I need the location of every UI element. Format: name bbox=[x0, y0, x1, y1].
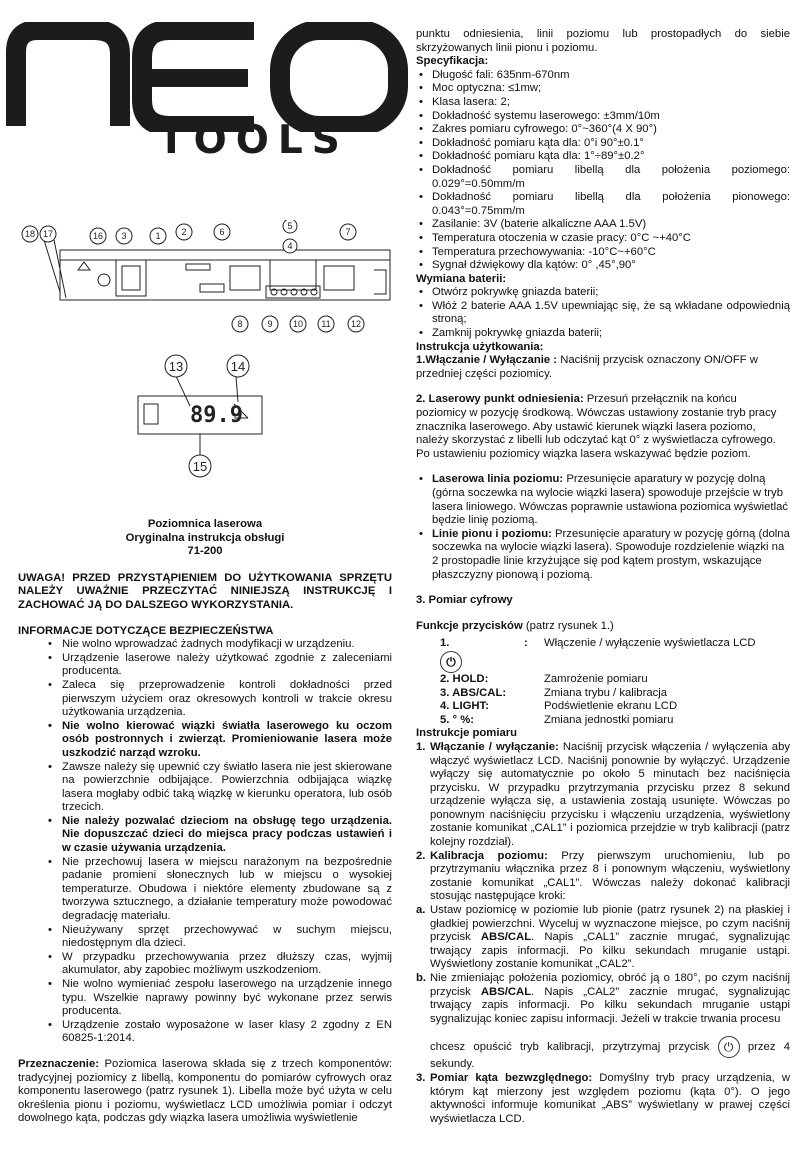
list-item: • Zasilanie: 3V (baterie alkaliczne AAA 1.5V) bbox=[416, 218, 790, 232]
button-functions-table bbox=[416, 637, 790, 727]
list-item: • Nie należy pozwalać dzieciom na obsługę tego urządzenia. Nie dopuszczać dzieci do miejsca pracy podczas ustawień i w czasie używania urządzenia. bbox=[18, 815, 392, 856]
power-icon: ⏻ bbox=[718, 1036, 740, 1058]
callout-17 bbox=[40, 226, 56, 242]
tools-logo-text: TOOLS bbox=[158, 118, 349, 163]
list-item: • Zaleca się przeprowadzenie kontroli dokładności przed pierwszym użyciem oraz okresowych kontroli w trakcie okresu użytkowania urządzenia. bbox=[18, 679, 392, 720]
svg-text:7: 7 bbox=[345, 227, 351, 237]
callout-12 bbox=[348, 316, 364, 332]
list-item: • Dokładność pomiaru libellą dla położenia poziomego: 0.029°=0.50mm/m bbox=[416, 164, 790, 191]
svg-text:14: 14 bbox=[230, 359, 246, 374]
list-item: • Sygnał dźwiękowy dla kątów: 0° ,45°,90° bbox=[416, 259, 790, 273]
figure-1-level-diagram bbox=[18, 220, 398, 335]
table-row: 5. ° %: Zmiana jednostki pomiaru bbox=[440, 713, 674, 726]
callout-11 bbox=[318, 316, 334, 332]
table-row: 1. ⏻ : Włączenie / wyłączenie wyświetlacza LCD bbox=[440, 637, 790, 673]
purpose-paragraph: Przeznaczenie: Poziomica laserowa składa się z trzech komponentów: tradycyjnej poziomicy z libellą, komponentu do pomiarów cyfrowych oraz komponentu laserowego (patrz rysunek 1). Libella może być użyta w celu określenia pionu i poziomu, wyświetlacz LCD umożliwia pomiar i odczyt dowolnego kąta, podczas gdy wiązka lasera umożliwia wyświetlenie bbox=[18, 1057, 392, 1125]
svg-text:NEO: NEO bbox=[2, 22, 5, 23]
right-column bbox=[416, 28, 790, 1126]
list-item: • Linie pionu i poziomu: Przesunięcie aparatury w pozycję górną (dolna soczewka na wylocie wiązki lasera). Spowoduje rozdzielenie wiązki na 2 prostopadłe linie krzyżujące się pod kątem prostym, wskazujące płaszczyzny pionową i poziomą. bbox=[416, 528, 790, 582]
callout-14 bbox=[227, 355, 249, 377]
list-item: • Zakres pomiaru cyfrowego: 0°~360°(4 X 90°) bbox=[416, 123, 790, 137]
measure-list bbox=[416, 741, 790, 1126]
svg-text:18: 18 bbox=[24, 229, 36, 239]
list-item: • Nie wolno kierować wiązki światła laserowego ku oczom osób postronnych i zwierząt. Promieniowanie lasera może uszkodzić narząd wzroku. bbox=[18, 720, 392, 761]
list-item: • Laserowa linia poziomu: Przesunięcie aparatury w pozycję dolną (górna soczewka na wylocie wiązki lasera) spowoduje przejście w tryb lasera liniowego. Wówczas poprawnie ustawiona poziomica wyświetlać będzie linię poziomą. bbox=[416, 473, 790, 527]
list-item: • Zamknij pokrywkę gniazda baterii; bbox=[416, 327, 790, 341]
list-item: • Zawsze należy się upewnić czy światło lasera nie jest skierowane na powierzchnie odbijające. Powierzchnia odbijająca wiązkę lasera mogłaby odbić taką wiązkę w kierunku operatora, lub osób trzecich. bbox=[18, 761, 392, 815]
list-item: 3. Pomiar kąta bezwzględnego: Domyślny tryb pracy urządzenia, w którym kąt mierzony jest względem poziomu (kąta 0°). O jego aktywności informuje komunikat „ABS” wyświetlany w prawej części wyświetlacza LCD. bbox=[416, 1071, 790, 1125]
svg-text:9: 9 bbox=[267, 319, 273, 329]
laser-paragraph: 2. Laserowy punkt odniesienia: Przesuń przełącznik na końcu poziomicy w pozycję środkową. Wówczas ustawiony zostanie tryb pracy znacznika laserowego. Aby ustawić kierunek wiązki lasera poziomo, należy skorzystać z libelli lub odczytać kąt 0° z wyświetlacza cyfrowego. Po ustawieniu poziomicy wiązka lasera wskazywać będzie poziom. bbox=[416, 393, 777, 460]
callout-5 bbox=[283, 220, 297, 233]
svg-text:13: 13 bbox=[168, 359, 184, 374]
list-item: • Moc optyczna: ≤1mw; bbox=[416, 82, 790, 96]
table-row: 3. ABS/CAL: Zmiana trybu / kalibracja bbox=[440, 686, 668, 699]
svg-text:10: 10 bbox=[292, 319, 304, 329]
list-item: • Dokładność pomiaru kąta dla: 0°i 90°±0.1° bbox=[416, 137, 790, 151]
svg-text:15: 15 bbox=[192, 459, 208, 474]
list-item: • Dokładność pomiaru libellą dla położenia pionowego: 0.043°=0.75mm/m bbox=[416, 191, 790, 218]
callout-7 bbox=[340, 224, 356, 240]
callout-4 bbox=[283, 239, 297, 253]
callout-10 bbox=[290, 316, 306, 332]
svg-text:12: 12 bbox=[350, 319, 362, 329]
svg-text:3: 3 bbox=[121, 231, 127, 241]
list-item: • Klasa lasera: 2; bbox=[416, 96, 790, 110]
list-item: • Nie wolno wprowadzać żadnych modyfikacji w urządzeniu. bbox=[18, 638, 392, 652]
svg-text:17: 17 bbox=[42, 229, 54, 239]
list-item: 2. Kalibracja poziomu: Przy pierwszym uruchomieniu, lub po przytrzymaniu włącznika przez 8 i ponownym włączeniu, wyświetlony zostanie komunikat „CAL1”. Wówczas należy dokonać kalibracji stosując następujące kroki: bbox=[416, 849, 790, 903]
svg-text:6: 6 bbox=[219, 227, 225, 237]
neo-logo bbox=[2, 22, 408, 132]
figure-2-lcd-diagram bbox=[130, 352, 270, 480]
callout-3 bbox=[116, 228, 132, 244]
spec-list bbox=[416, 69, 790, 273]
table-row: 4. LIGHT: Podświetlenie ekranu LCD bbox=[440, 700, 678, 713]
safety-heading: INFORMACJE DOTYCZĄCE BEZPIECZEŃSTWA bbox=[18, 624, 274, 637]
list-item: • Urządzenie zostało wyposażone w laser klasy 2 zgodny z EN 60825-1:2014. bbox=[18, 1019, 392, 1046]
buttons-heading: Funkcje przycisków (patrz rysunek 1.) bbox=[416, 619, 614, 632]
list-item: • Urządzenie laserowe należy użytkować zgodnie z zaleceniami producenta. bbox=[18, 652, 392, 679]
svg-text:2: 2 bbox=[181, 227, 187, 237]
svg-text:16: 16 bbox=[92, 231, 104, 241]
usage-heading: Instrukcja użytkowania: bbox=[416, 340, 544, 353]
svg-text:5: 5 bbox=[287, 221, 293, 231]
callout-15 bbox=[189, 455, 211, 477]
list-item: • Długość fali: 635nm-670nm bbox=[416, 69, 790, 83]
list-item: • W przypadku przechowywania przez dłuższy czas, wyjmij akumulator, aby zapobiec możliwym uszkodzeniom. bbox=[18, 951, 392, 978]
measure-heading: Instrukcje pomiaru bbox=[416, 727, 518, 740]
lcd-reading: 89.9 bbox=[190, 403, 243, 428]
list-item: 1. Włączanie / wyłączanie: Naciśnij przycisk włączenia / wyłączenia aby włączyć wyświetlacz LCD. Naciśnij ponownie by wyłączyć. Urządzenie wyłączy się automatycznie po około 5 minutach bez naciśnięcia przycisku. W przypadku przytrzymania przycisku przez 8 sekund urządzenie wyłącza się, a ustawienia zostają usunięte. Wówczas po ponownym naciśnięciu przycisku i włączeniu urządzenia, wyświetlony zostanie komunikat „CAL1” i poziomica przejdzie w tryb kalibracji (patrz kolejny rozdział). bbox=[416, 740, 790, 849]
doc-subtitle: Oryginalna instrukcja obsługi bbox=[125, 531, 285, 544]
callout-18 bbox=[22, 226, 38, 242]
list-item: • Dokładność systemu laserowego: ±3mm/10m bbox=[416, 110, 790, 124]
callout-13 bbox=[165, 355, 187, 377]
svg-text:8: 8 bbox=[237, 319, 243, 329]
list-item: • Temperatura przechowywania: -10°C~+60°C bbox=[416, 246, 790, 260]
list-item: • Dokładność pomiaru kąta dla: 1°÷89°±0.2° bbox=[416, 150, 790, 164]
list-item: • Włóż 2 baterie AAA 1.5V upewniając się, że są wkładane odpowiednią stroną; bbox=[416, 300, 790, 327]
list-item: a. Ustaw poziomicę w poziomie lub pionie (patrz rysunek 2) na płaskiej i gładkiej powierzchni. Wyceluj w wyznaczone miejsce, po czym naciśnij przycisk ABS/CAL. Napis „CAL1” zacznie mrugać, sygnalizując trwający zapis informacji. Po kilku sekundach mruganie ustąpi. Wyświetlony zostanie komunikat „CAL2”. bbox=[416, 904, 790, 971]
power-icon: ⏻ bbox=[440, 651, 462, 673]
callout-6 bbox=[214, 224, 230, 240]
list-item: • Otwórz pokrywkę gniazda baterii; bbox=[416, 286, 790, 300]
svg-text:11: 11 bbox=[321, 319, 331, 329]
callout-8 bbox=[232, 316, 248, 332]
svg-text:1: 1 bbox=[155, 231, 161, 241]
list-item: • Nieużywany sprzęt przechowywać w suchym miejscu, niedostępnym dla dzieci. bbox=[18, 924, 392, 951]
list-item: • Temperatura otoczenia w czasie pracy: 0°C ~+40°C bbox=[416, 232, 790, 246]
battery-heading: Wymiana baterii: bbox=[416, 272, 507, 285]
intro-text: punktu odniesienia, linii poziomu lub prostopadłych do siebie skrzyżowanych linii pionu i poziomu. bbox=[416, 28, 790, 54]
table-row: 2. HOLD: Zamrożenie pomiaru bbox=[440, 672, 648, 685]
laser-modes-list bbox=[416, 473, 790, 582]
safety-list bbox=[18, 638, 392, 1046]
list-item: • Nie wolno wymieniać zespołu laserowego na urządzenie innego typu. Wszelkie naprawy powinny być wykonane przez serwis producenta. bbox=[18, 978, 392, 1019]
spec-heading: Specyfikacja: bbox=[416, 55, 489, 68]
list-item: • Nie przechowuj lasera w miejscu narażonym na bezpośrednie padanie promieni słonecznych lub w miejscu o wysokiej temperaturze. Obudowa i niektóre elementy zbudowane są z tworzywa sztucznego, a działanie temperatury może powodować degradację materiału. bbox=[18, 856, 392, 924]
onoff-paragraph: 1.Włączanie / Wyłączanie : Naciśnij przycisk oznaczony ON/OFF w przedniej części poziomicy. bbox=[416, 354, 758, 380]
callout-9 bbox=[262, 316, 278, 332]
doc-model: 71-200 bbox=[187, 545, 223, 558]
callout-2 bbox=[176, 224, 192, 240]
digital-heading: 3. Pomiar cyfrowy bbox=[416, 594, 513, 607]
doc-title: Poziomnica laserowa bbox=[147, 518, 263, 530]
warning-text: UWAGA! PRZED PRZYSTĄPIENIEM DO UŻYTKOWANIA SPRZĘTU NALEŻY UWAŻNIE PRZECZYTAĆ NINIEJSZĄ INSTRUKCJĘ I ZACHOWAĆ JĄ DO DALSZEGO WYKORZYSTANIA. bbox=[18, 571, 392, 611]
svg-text:4: 4 bbox=[287, 241, 293, 251]
battery-list bbox=[416, 286, 790, 340]
list-item: b. Nie zmieniając położenia poziomicy, obróć ją o 180°, po czym naciśnij przycisk ABS/CAL. Napis „CAL2” zacznie mrugać, sygnalizując trwający zapis informacji. Po kilku sekundach mruganie ustąpi sygnalizując koniec zapisu informacji. Jeżeli w trakcie trwania procesu chcesz opuścić tryb kalibracji, przytrzymaj przycisk ⏻ przez 4 sekundy. bbox=[416, 972, 791, 1071]
callout-16 bbox=[90, 228, 106, 244]
left-column bbox=[18, 518, 392, 1126]
callout-1 bbox=[150, 228, 166, 244]
